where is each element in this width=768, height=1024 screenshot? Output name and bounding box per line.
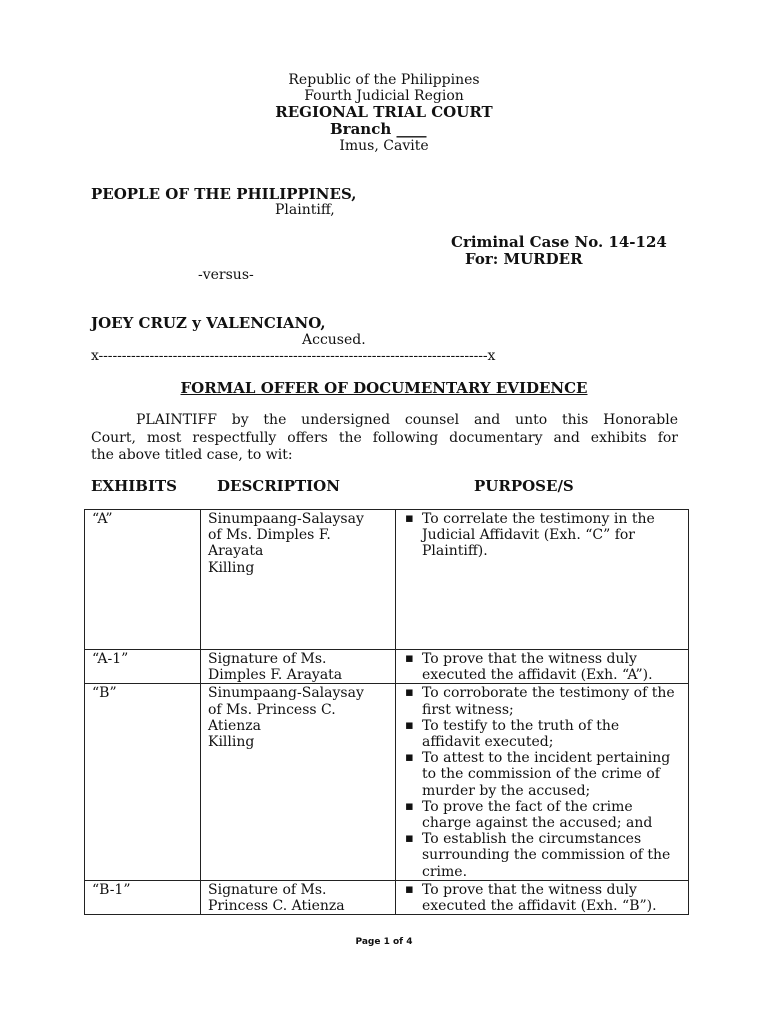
purpose-item <box>403 511 688 560</box>
purpose-line: surrounding the commission of the <box>422 847 671 864</box>
purpose-item <box>403 718 688 750</box>
purpose-list <box>403 882 688 914</box>
exhibit-label: “B-1” <box>85 880 201 914</box>
purpose-line: ▪ To attest to the incident pertaining <box>422 750 671 767</box>
purpose-item <box>403 750 688 799</box>
purpose-item <box>403 799 688 831</box>
purpose-line: ▪ To prove that the witness duly <box>422 881 637 898</box>
header-republic: Republic of the Philippines <box>288 72 480 88</box>
heading-description: DESCRIPTION <box>217 477 340 495</box>
exhibit-label: “A-1” <box>85 650 201 684</box>
versus-label: -versus- <box>198 267 254 283</box>
accused-role: Accused. <box>302 332 366 348</box>
purpose-line: Plaintiff). <box>422 543 488 560</box>
intro-line-1: PLAINTIFF by the undersigned counsel and unto this Honorable <box>136 412 678 428</box>
purpose-item <box>403 651 688 683</box>
purpose-item <box>403 685 688 717</box>
case-charge: For: MURDER <box>465 250 583 268</box>
purpose-line: ▪ To prove that the witness duly <box>422 651 637 667</box>
purpose-line: ▪ To testify to the truth of the <box>422 717 620 734</box>
description-line: Sinumpaang-Salaysay <box>208 685 364 702</box>
plaintiff-name: PEOPLE OF THE PHILIPPINES, <box>91 185 357 203</box>
description-line: Signature of Ms. <box>208 651 327 667</box>
purpose-list <box>403 685 688 879</box>
exhibit-purposes <box>396 880 689 914</box>
header-location: Imus, Cavite <box>339 138 429 154</box>
accused-name: JOEY CRUZ y VALENCIANO, <box>91 314 326 332</box>
exhibits-table <box>84 509 689 915</box>
purpose-item <box>403 831 688 880</box>
exhibit-description <box>201 650 396 684</box>
purpose-line: executed the affidavit (Exh. “A”). <box>422 667 653 684</box>
exhibit-label: “A” <box>85 510 201 650</box>
header-court: REGIONAL TRIAL COURT <box>275 103 493 121</box>
description-line: of Ms. Dimples F. <box>208 527 331 544</box>
exhibit-purposes <box>396 510 689 650</box>
header-branch: Branch ____ <box>330 120 427 138</box>
heading-exhibits: EXHIBITS <box>91 477 177 495</box>
purpose-list <box>403 511 688 560</box>
document-title: FORMAL OFFER OF DOCUMENTARY EVIDENCE <box>180 379 588 397</box>
exhibit-description <box>201 684 396 880</box>
description-line: of Ms. Princess C. <box>208 701 336 718</box>
caption-separator: x------------------------------------------------------------------------------------x <box>91 348 496 364</box>
description-line: Atienza <box>208 717 261 734</box>
description-line: Dimples F. Arayata <box>208 667 343 684</box>
table-row <box>85 510 689 650</box>
purpose-line: ▪ To correlate the testimony in the <box>422 511 655 527</box>
purpose-line: executed the affidavit (Exh. “B”). <box>422 898 657 915</box>
description-line: Killing <box>208 559 255 576</box>
exhibit-description <box>201 880 396 914</box>
description-line: Killing <box>208 734 255 751</box>
exhibit-purposes <box>396 684 689 880</box>
table-row <box>85 684 689 880</box>
purpose-line: ▪ To corroborate the testimony of the <box>422 685 675 702</box>
purpose-line: crime. <box>422 863 468 880</box>
description-line: Signature of Ms. <box>208 881 327 898</box>
description-line: Arayata <box>208 543 264 560</box>
purpose-line: ▪ To establish the circumstances <box>422 831 642 848</box>
purpose-line: ▪ To prove the fact of the crime <box>422 798 633 815</box>
table-row <box>85 880 689 914</box>
purpose-list <box>403 651 688 683</box>
purpose-line: Judicial Affidavit (Exh. “C” for <box>422 527 635 544</box>
page-number: Page 1 of 4 <box>355 937 413 947</box>
header-region: Fourth Judicial Region <box>304 88 464 104</box>
purpose-line: to the commission of the crime of <box>422 766 660 783</box>
case-number: Criminal Case No. 14-124 <box>451 233 667 251</box>
purpose-line: murder by the accused; <box>422 782 591 799</box>
exhibit-description <box>201 510 396 650</box>
heading-purpose: PURPOSE/S <box>474 477 574 495</box>
intro-line-3: the above titled case, to wit: <box>91 447 293 463</box>
description-line: Princess C. Atienza <box>208 898 345 915</box>
exhibits-table-body <box>85 510 689 915</box>
purpose-item <box>403 882 688 914</box>
exhibit-label: “B” <box>85 684 201 880</box>
intro-line-2: Court, most respectfully offers the following documentary and exhibits for <box>91 430 678 446</box>
exhibit-purposes <box>396 650 689 684</box>
purpose-line: charge against the accused; and <box>422 815 653 832</box>
plaintiff-role: Plaintiff, <box>275 202 335 218</box>
description-line: Sinumpaang-Salaysay <box>208 511 364 527</box>
table-row <box>85 650 689 684</box>
purpose-line: affidavit executed; <box>422 734 554 751</box>
purpose-line: first witness; <box>422 701 514 718</box>
